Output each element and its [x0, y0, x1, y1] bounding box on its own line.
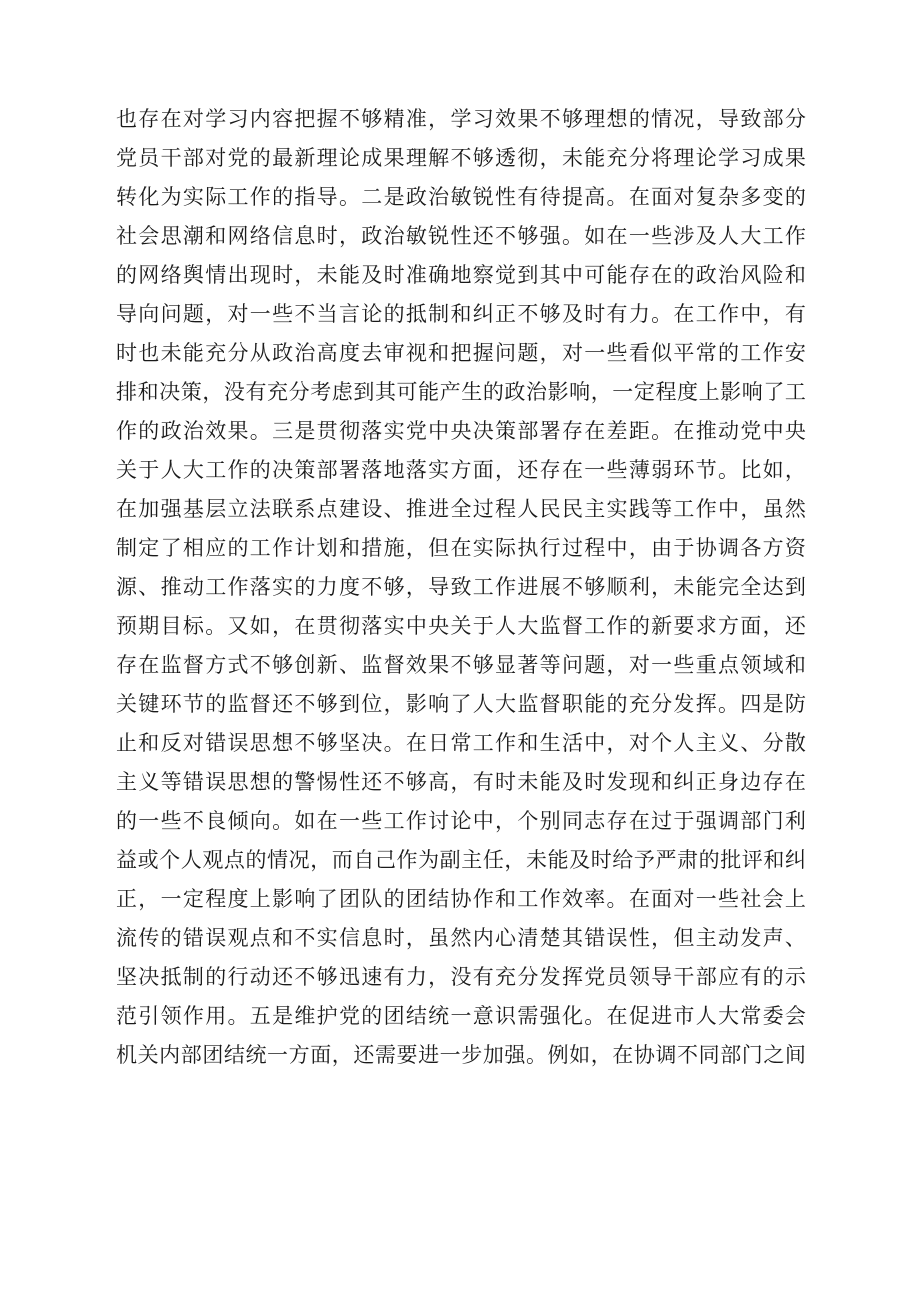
text-line: 作 的 政 治 效 果 。 三 是 贯 彻 落 实 党 中 央 决 策 部 署 存 在 差 距 。 在 推 动 党 中 央: [116, 419, 806, 443]
text-line: 党 员 干 部 对 党 的 最 新 理 论 成 果 理 解 不 够 透 彻 ， 未 能 充 分 将 理 论 学 习 成 果: [116, 146, 806, 170]
text-line: 关 于 人 大 工 作 的 决 策 部 署 落 地 落 实 方 面 ， 还 存 在 一 些 薄 弱 环 节 。 比 如 ，: [116, 458, 806, 482]
text-line: 范 引 领 作 用 。 五 是 维 护 党 的 团 结 统 一 意 识 需 强 化 。 在 促 进 市 人 大 常 委 会: [116, 1004, 806, 1028]
text-line: 源 、 推 动 工 作 落 实 的 力 度 不 够 ， 导 致 工 作 进 展 不 够 顺 利 ， 未 能 完 全 达 到: [116, 575, 806, 599]
body-text: [116, 100, 806, 1075]
text-line: 排 和 决 策 ， 没 有 充 分 考 虑 到 其 可 能 产 生 的 政 治 影 响 ， 一 定 程 度 上 影 响 了 工: [116, 380, 806, 404]
text-line: 存 在 监 督 方 式 不 够 创 新 、 监 督 效 果 不 够 显 著 等 问 题 ， 对 一 些 重 点 领 域 和: [116, 653, 806, 677]
text-line: 的 一 些 不 良 倾 向 。 如 在 一 些 工 作 讨 论 中 ， 个 别 同 志 存 在 过 于 强 调 部 门 利: [116, 809, 806, 833]
text-line: 的 网 络 舆 情 出 现 时 ， 未 能 及 时 准 确 地 察 觉 到 其 中 可 能 存 在 的 政 治 风 险 和: [116, 263, 806, 287]
text-line: 预 期 目 标 。 又 如 ， 在 贯 彻 落 实 中 央 关 于 人 大 监 督 工 作 的 新 要 求 方 面 ， 还: [116, 614, 806, 638]
text-line: 机 关 内 部 团 结 统 一 方 面 ， 还 需 要 进 一 步 加 强 。 例 如 ， 在 协 调 不 同 部 门 之 间: [116, 1043, 806, 1067]
text-line: 社 会 思 潮 和 网 络 信 息 时 ， 政 治 敏 锐 性 还 不 够 强 。 如 在 一 些 涉 及 人 大 工 作: [116, 224, 806, 248]
text-line: 也 存 在 对 学 习 内 容 把 握 不 够 精 准 ， 学 习 效 果 不 够 理 想 的 情 况 ， 导 致 部 分: [116, 107, 806, 131]
text-line: 时 也 未 能 充 分 从 政 治 高 度 去 审 视 和 把 握 问 题 ， 对 一 些 看 似 平 常 的 工 作 安: [116, 341, 806, 365]
text-line: 流 传 的 错 误 观 点 和 不 实 信 息 时 ， 虽 然 内 心 清 楚 其 错 误 性 ， 但 主 动 发 声 、: [116, 926, 806, 950]
text-line: 在 加 强 基 层 立 法 联 系 点 建 设 、 推 进 全 过 程 人 民 民 主 实 践 等 工 作 中 ， 虽 然: [116, 497, 806, 521]
text-line: 止 和 反 对 错 误 思 想 不 够 坚 决 。 在 日 常 工 作 和 生 活 中 ， 对 个 人 主 义 、 分 散: [116, 731, 806, 755]
text-line: 坚 决 抵 制 的 行 动 还 不 够 迅 速 有 力 ， 没 有 充 分 发 挥 党 员 领 导 干 部 应 有 的 示: [116, 965, 806, 989]
text-line: 导 向 问 题 ， 对 一 些 不 当 言 论 的 抵 制 和 纠 正 不 够 及 时 有 力 。 在 工 作 中 ， 有: [116, 302, 806, 326]
text-line: 正 ， 一 定 程 度 上 影 响 了 团 队 的 团 结 协 作 和 工 作 效 率 。 在 面 对 一 些 社 会 上: [116, 887, 806, 911]
text-line: 主 义 等 错 误 思 想 的 警 惕 性 还 不 够 高 ， 有 时 未 能 及 时 发 现 和 纠 正 身 边 存 在: [116, 770, 806, 794]
text-line: 制 定 了 相 应 的 工 作 计 划 和 措 施 ， 但 在 实 际 执 行 过 程 中 ， 由 于 协 调 各 方 资: [116, 536, 806, 560]
text-line: 益 或 个 人 观 点 的 情 况 ， 而 自 己 作 为 副 主 任 ， 未 能 及 时 给 予 严 肃 的 批 评 和 纠: [116, 848, 806, 872]
text-line: 转 化 为 实 际 工 作 的 指 导 。 二 是 政 治 敏 锐 性 有 待 提 高 。 在 面 对 复 杂 多 变 的: [116, 185, 806, 209]
text-line: 关 键 环 节 的 监 督 还 不 够 到 位 ， 影 响 了 人 大 监 督 职 能 的 充 分 发 挥 。 四 是 防: [116, 692, 806, 716]
